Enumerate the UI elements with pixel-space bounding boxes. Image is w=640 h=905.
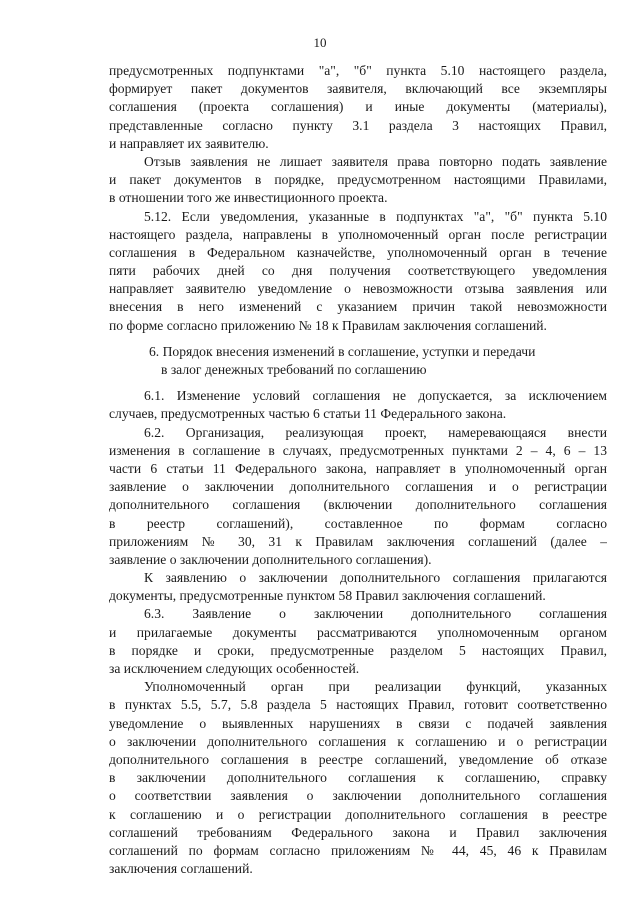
text-line: и направляет их заявителю. — [109, 135, 269, 151]
text-line: пяти рабочих дней со дня получения соответствующего уведомления — [109, 263, 607, 279]
text-line: приложениям № 30, 31 к Правилам заключения соглашений (далее – — [109, 533, 607, 549]
section-heading — [109, 343, 607, 379]
text-line: Отзыв заявления не лишает заявителя права повторно подать заявление — [144, 153, 607, 169]
text-line: соглашения (проекта соглашения) и иные документы (материалы), — [109, 99, 607, 115]
text-line: изменения в соглашение в случаях, предусмотренных пунктами 2 – 4, 6 – 13 — [109, 442, 607, 458]
text-line: в пунктах 5.5, 5.7, 5.8 раздела 5 настоящих Правил, готовит соответственно — [109, 697, 607, 713]
text-line: 6.2. Организация, реализующая проект, намеревающаяся внести — [144, 424, 607, 440]
section-heading-line-1: 6. Порядок внесения изменений в соглашение, уступки и передачи — [149, 343, 536, 359]
text-line: по форме согласно приложению № 18 к Правилам заключения соглашений. — [109, 317, 547, 333]
text-line: дополнительного соглашения в реестре соглашений, уведомление об отказе — [109, 751, 607, 767]
text-line: настоящего раздела, направлены в уполномоченный орган после регистрации — [109, 226, 607, 242]
text-line: о заключении дополнительного соглашения к соглашению и о регистрации — [109, 733, 607, 749]
text-line: 6.3. Заявление о заключении дополнительного соглашения — [144, 606, 607, 622]
spacer — [109, 379, 607, 387]
text-line: дополнительного соглашения (включении дополнительного соглашения — [109, 497, 607, 513]
spacer — [109, 335, 607, 343]
text-line: 5.12. Если уведомления, указанные в подпунктах "а", "б" пункта 5.10 — [144, 208, 607, 224]
text-line: соглашения в Федеральном казначействе, уполномоченный орган в течение — [109, 244, 607, 260]
document-body — [109, 62, 607, 878]
text-line: заявление о заключении дополнительного соглашения). — [109, 551, 432, 567]
text-line: и пакет документов в порядке, предусмотренном настоящими Правилами, — [109, 172, 607, 188]
text-line: в заключении дополнительного соглашения к соглашению, справку — [109, 770, 607, 786]
text-block-section-6 — [109, 387, 607, 878]
text-line: уведомление о выявленных нарушениях в связи с подачей заявления — [109, 715, 607, 731]
text-line: соглашений по формам согласно приложениям № 44, 45, 46 к Правилам — [109, 842, 607, 858]
text-line: заключения соглашений. — [109, 861, 253, 877]
text-line: соглашений требованиям Федерального закона и Правил заключения — [109, 824, 607, 840]
text-line: документы, предусмотренные пунктом 58 Правил заключения соглашений. — [109, 588, 546, 604]
text-line: в реестр соглашений), составленное по формам согласно — [109, 515, 607, 531]
text-line: в порядке и сроки, предусмотренные разделом 5 настоящих Правил, — [109, 642, 607, 658]
text-line: части 6 статьи 11 Федерального закона, направляет в уполномоченный орган — [109, 460, 607, 476]
text-line: за исключением следующих особенностей. — [109, 661, 360, 676]
text-line: и прилагаемые документы рассматриваются уполномоченным органом — [109, 624, 607, 640]
text-line: Уполномоченный орган при реализации функций, указанных — [144, 679, 607, 695]
section-heading-line-2: в залог денежных требований по соглашению — [161, 362, 427, 377]
text-line: представленные согласно пункту 3.1 раздела 3 настоящих Правил, — [109, 117, 607, 133]
text-line: формирует пакет документов заявителя, включающий все экземпляры — [109, 81, 607, 97]
text-line: направляет заявителю уведомление о невозможности отзыва заявления или — [109, 281, 607, 297]
text-block-section-5 — [109, 62, 607, 335]
text-line: предусмотренных подпунктами "а", "б" пункта 5.10 настоящего раздела, — [109, 63, 607, 78]
text-line: случаев, предусмотренных частью 6 статьи 11 Федерального закона. — [109, 406, 507, 422]
text-line: в отношении того же инвестиционного проекта. — [109, 190, 388, 206]
page-number: 10 — [313, 35, 327, 50]
text-line: внесения в него изменений с указанием причин такой невозможности — [109, 299, 607, 315]
text-line: о соответствии заявления о заключении дополнительного соглашения — [109, 788, 607, 804]
text-line: К заявлению о заключении дополнительного соглашения прилагаются — [144, 570, 607, 586]
text-line: 6.1. Изменение условий соглашения не допускается, за исключением — [144, 388, 607, 404]
text-line: заявление о заключении дополнительного соглашения и о регистрации — [109, 479, 607, 495]
text-line: к соглашению и о регистрации дополнительного соглашения в реестре — [109, 806, 607, 822]
